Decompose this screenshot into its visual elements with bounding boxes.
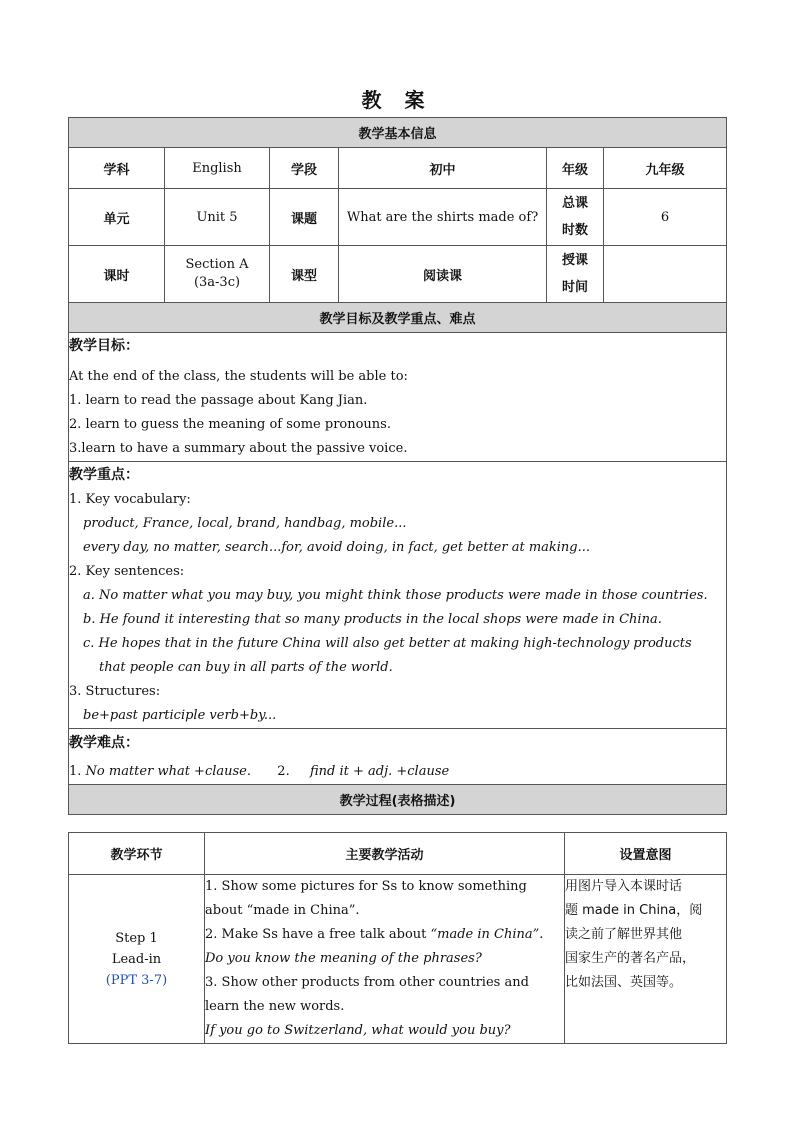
difficulties-title: 教学难点： bbox=[69, 734, 139, 751]
page-title: 教 案 bbox=[361, 88, 433, 112]
stage-label: 学段 bbox=[270, 148, 339, 189]
activity-line bbox=[205, 923, 564, 947]
objectives-title: 教学目标： bbox=[69, 338, 139, 354]
objective-line: 2. learn to guess the meaning of some pronouns. bbox=[69, 417, 391, 432]
objective-line: 3.learn to have a summary about the passive voice. bbox=[69, 441, 408, 456]
difficulty-1: No matter what +clause. bbox=[85, 763, 252, 779]
goals-header: 教学目标及教学重点、难点 bbox=[69, 303, 727, 333]
vocab-line: product, France, local, brand, handbag, mobile... bbox=[83, 516, 407, 531]
activity-line: learn the new words. bbox=[205, 999, 345, 1014]
teaching-time-value bbox=[604, 246, 727, 303]
vocab-label: 1. Key vocabulary: bbox=[69, 492, 191, 507]
difficulty-2: find it + adj. +clause bbox=[309, 763, 450, 779]
process-table bbox=[68, 832, 727, 1044]
basic-info-header: 教学基本信息 bbox=[69, 118, 727, 148]
activity-line: Do you know the meaning of the phrases? bbox=[205, 951, 482, 966]
total-hours-label-line1: 总课 bbox=[561, 196, 588, 211]
sentence-c-line2: that people can buy in all parts of the world. bbox=[99, 660, 393, 675]
vocab-line: every day, no matter, search...for, avoid doing, in fact, get better at making... bbox=[83, 540, 591, 555]
structure-line: be+past participle verb+by... bbox=[83, 708, 277, 723]
step1-number: Step 1 bbox=[115, 930, 158, 946]
intent-line: 题 made in China，阅 bbox=[565, 903, 703, 918]
sentence-c-line1: c. He hopes that in the future China will also get better at making high-technology products bbox=[83, 636, 692, 651]
activity-quote: “made in China”. bbox=[430, 927, 544, 942]
step1-ppt: (PPT 3-7) bbox=[105, 972, 168, 988]
teaching-time-label-line2: 时间 bbox=[561, 280, 588, 295]
key-points-title: 教学重点： bbox=[69, 467, 139, 483]
intent-line: 国家生产的著名产品， bbox=[565, 951, 696, 966]
difficulty-2-number: 2. bbox=[277, 763, 290, 779]
unit-value: Unit 5 bbox=[165, 189, 270, 246]
intent-line: 比如法国、英国等。 bbox=[565, 975, 683, 990]
step1-name: Lead-in bbox=[111, 951, 162, 967]
teaching-time-label bbox=[547, 246, 604, 303]
type-label: 课型 bbox=[270, 246, 339, 303]
difficulties-section bbox=[69, 729, 727, 785]
teaching-time-label-line1: 授课 bbox=[561, 253, 588, 268]
intent-line: 用图片导入本课时话 bbox=[565, 879, 683, 894]
process-col-stage: 教学环节 bbox=[69, 833, 205, 875]
period-value-line1: Section A bbox=[185, 257, 249, 272]
type-value: 阅读课 bbox=[339, 246, 547, 303]
sentence-a: a. No matter what you may buy, you might think those products were made in those countries. bbox=[83, 588, 708, 603]
difficulty-1-number: 1. bbox=[69, 763, 82, 779]
grade-value: 九年级 bbox=[604, 148, 727, 189]
sentences-label: 2. Key sentences: bbox=[69, 564, 185, 579]
difficulty-line bbox=[69, 760, 726, 784]
activity-line: If you go to Switzerland, what would you buy? bbox=[205, 1023, 511, 1038]
objective-line: 1. learn to read the passage about Kang Jian. bbox=[69, 393, 368, 408]
objective-line: At the end of the class, the students will be able to: bbox=[69, 369, 408, 384]
process-col-activity: 主要教学活动 bbox=[205, 833, 565, 875]
period-value bbox=[165, 246, 270, 303]
process-col-intent: 设置意图 bbox=[565, 833, 727, 875]
step1-activities bbox=[205, 875, 565, 1044]
activity-line: about “made in China”. bbox=[205, 903, 360, 918]
activity-line: 1. Show some pictures for Ss to know something bbox=[205, 879, 527, 894]
structures-label: 3. Structures: bbox=[69, 684, 161, 699]
topic-value: What are the shirts made of? bbox=[339, 189, 547, 246]
objectives-section bbox=[69, 333, 727, 462]
total-hours-value: 6 bbox=[604, 189, 727, 246]
period-label: 课时 bbox=[69, 246, 165, 303]
total-hours-label bbox=[547, 189, 604, 246]
intent-line: 读之前了解世界其他 bbox=[565, 927, 683, 942]
activity-line: 3. Show other products from other countries and bbox=[205, 975, 529, 990]
grade-label: 年级 bbox=[547, 148, 604, 189]
unit-label: 单元 bbox=[69, 189, 165, 246]
total-hours-label-line2: 时数 bbox=[561, 223, 588, 238]
subject-value: English bbox=[165, 148, 270, 189]
key-points-section bbox=[69, 462, 727, 729]
step1-intent bbox=[565, 875, 727, 1044]
sentence-b: b. He found it interesting that so many products in the local shops were made in China. bbox=[83, 612, 662, 627]
stage-value: 初中 bbox=[339, 148, 547, 189]
process-header: 教学过程(表格描述) bbox=[69, 785, 727, 815]
subject-label: 学科 bbox=[69, 148, 165, 189]
topic-label: 课题 bbox=[270, 189, 339, 246]
step1-cell bbox=[69, 875, 205, 1044]
activity-text: 2. Make Ss have a free talk about bbox=[205, 927, 431, 942]
lesson-plan-table bbox=[68, 117, 727, 815]
period-value-line2: (3a-3c) bbox=[193, 275, 241, 290]
